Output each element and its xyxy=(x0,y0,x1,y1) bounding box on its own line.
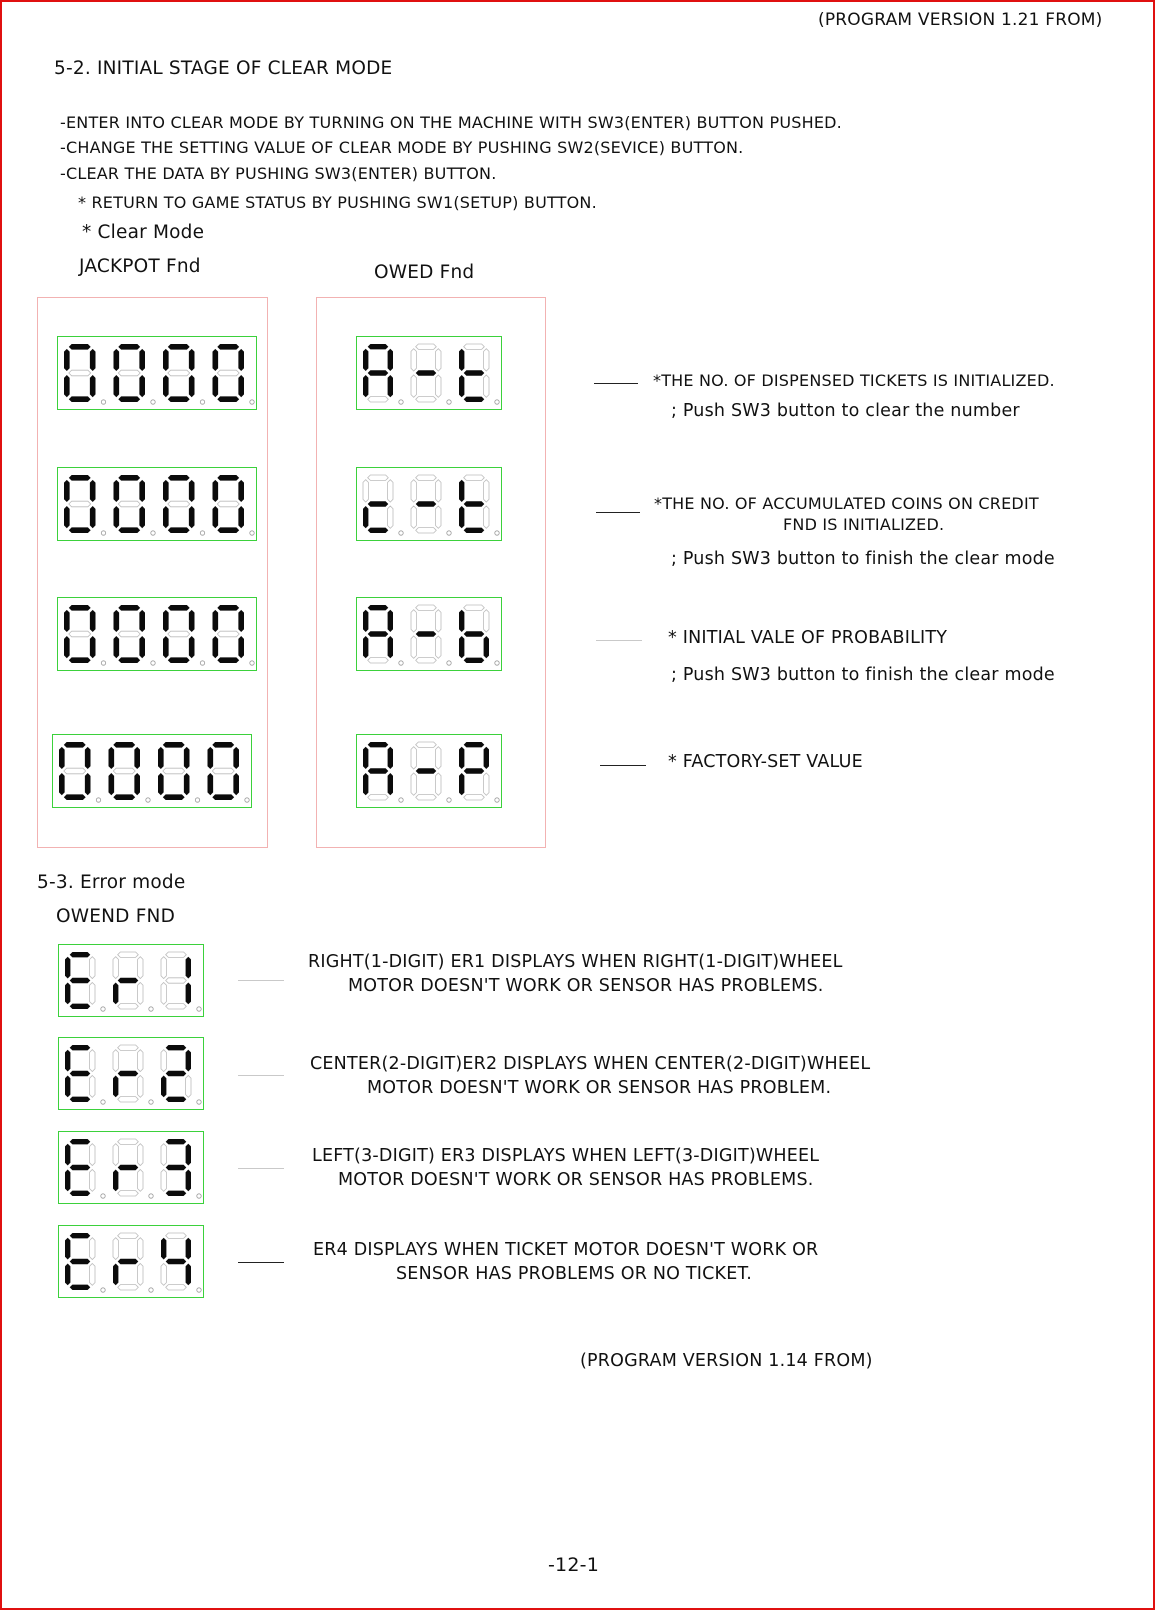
note-initial-probability-hint: ; Push SW3 button to finish the clear mode xyxy=(671,665,1055,685)
owed-display-c-t xyxy=(356,467,502,541)
seven-segment-graphic xyxy=(357,735,501,807)
instruction-return: * RETURN TO GAME STATUS BY PUSHING SW1(SETUP) BUTTON. xyxy=(78,193,597,212)
digit-2 xyxy=(109,742,151,802)
digit-1 xyxy=(65,1139,105,1198)
digit-3 xyxy=(459,742,499,802)
note-accumulated-coins-hint: ; Push SW3 button to finish the clear mode xyxy=(671,549,1055,569)
program-version-bottom: (PROGRAM VERSION 1.14 FROM) xyxy=(580,1351,873,1371)
digit-3 xyxy=(161,1233,201,1292)
error-mode-heading: 5-3. Error mode xyxy=(37,872,186,893)
digit-4 xyxy=(213,475,255,535)
error-note-er2-cont: MOTOR DOESN'T WORK OR SENSOR HAS PROBLEM. xyxy=(367,1078,832,1098)
error-display-er4 xyxy=(58,1225,204,1298)
error-note-er3: LEFT(3-DIGIT) ER3 DISPLAYS WHEN LEFT(3-DIGIT)WHEEL xyxy=(312,1146,820,1166)
error-display-er2 xyxy=(58,1037,204,1110)
error-leader-2 xyxy=(238,1075,284,1076)
error-display-er1 xyxy=(58,944,204,1017)
digit-2 xyxy=(113,952,153,1011)
instruction-clear: -CLEAR THE DATA BY PUSHING SW3(ENTER) BUTTON. xyxy=(60,164,497,183)
jackpot-fnd-label: JACKPOT Fnd xyxy=(79,256,201,277)
leader-line-2 xyxy=(596,512,640,513)
digit-1 xyxy=(65,1045,105,1104)
seven-segment-graphic xyxy=(58,598,256,670)
owend-fnd-label: OWEND FND xyxy=(56,906,176,927)
note-dispensed-tickets: *THE NO. OF DISPENSED TICKETS IS INITIALIZED. xyxy=(653,371,1055,390)
seven-segment-graphic xyxy=(59,1226,203,1297)
error-note-er3-cont: MOTOR DOESN'T WORK OR SENSOR HAS PROBLEMS. xyxy=(338,1170,814,1190)
instruction-change: -CHANGE THE SETTING VALUE OF CLEAR MODE BY PUSHING SW2(SEVICE) BUTTON. xyxy=(60,138,744,157)
jackpot-display-3 xyxy=(57,597,257,671)
leader-line-1 xyxy=(594,383,638,384)
leader-line-4 xyxy=(600,765,646,766)
owed-fnd-label: OWED Fnd xyxy=(374,262,475,283)
note-initial-probability: * INITIAL VALE OF PROBABILITY xyxy=(668,628,948,648)
instruction-enter: -ENTER INTO CLEAR MODE BY TURNING ON THE MACHINE WITH SW3(ENTER) BUTTON PUSHED. xyxy=(60,113,842,132)
digit-2 xyxy=(411,475,451,535)
digit-2 xyxy=(411,344,451,404)
page-number: -12-1 xyxy=(548,1554,599,1576)
digit-4 xyxy=(213,344,255,404)
clear-mode-heading: 5-2. INITIAL STAGE OF CLEAR MODE xyxy=(54,58,393,79)
seven-segment-graphic xyxy=(59,945,203,1016)
error-leader-4 xyxy=(238,1262,284,1263)
digit-4 xyxy=(208,742,250,802)
digit-3 xyxy=(163,475,205,535)
digit-3 xyxy=(459,475,499,535)
owed-display-a-b xyxy=(356,597,502,671)
error-leader-1 xyxy=(238,980,284,981)
owed-display-a-p xyxy=(356,734,502,808)
digit-3 xyxy=(459,605,499,665)
error-leader-3 xyxy=(238,1168,284,1169)
seven-segment-graphic xyxy=(53,735,251,807)
digit-1 xyxy=(65,1233,105,1292)
note-dispensed-tickets-hint: ; Push SW3 button to clear the number xyxy=(671,401,1020,421)
error-note-er2: CENTER(2-DIGIT)ER2 DISPLAYS WHEN CENTER(2-DIGIT)WHEEL xyxy=(310,1054,871,1074)
digit-3 xyxy=(161,952,201,1011)
program-version-top: (PROGRAM VERSION 1.21 FROM) xyxy=(818,10,1103,30)
seven-segment-graphic xyxy=(59,1038,203,1109)
error-note-er1-cont: MOTOR DOESN'T WORK OR SENSOR HAS PROBLEMS. xyxy=(348,976,824,996)
digit-1 xyxy=(363,605,403,665)
digit-3 xyxy=(158,742,200,802)
digit-2 xyxy=(114,475,156,535)
digit-1 xyxy=(64,344,106,404)
clear-mode-subtitle: * Clear Mode xyxy=(82,222,205,243)
digit-3 xyxy=(163,605,205,665)
digit-2 xyxy=(113,1139,153,1198)
owed-display-a-t xyxy=(356,336,502,410)
error-display-er3 xyxy=(58,1131,204,1204)
seven-segment-graphic xyxy=(357,468,501,540)
leader-line-3 xyxy=(596,640,642,641)
digit-2 xyxy=(113,1233,153,1292)
note-accumulated-coins-cont: FND IS INITIALIZED. xyxy=(783,515,945,534)
digit-1 xyxy=(363,344,403,404)
jackpot-display-4 xyxy=(52,734,252,808)
digit-2 xyxy=(411,605,451,665)
digit-1 xyxy=(65,952,105,1011)
seven-segment-graphic xyxy=(58,468,256,540)
note-accumulated-coins: *THE NO. OF ACCUMULATED COINS ON CREDIT xyxy=(654,494,1039,513)
digit-2 xyxy=(114,605,156,665)
seven-segment-graphic xyxy=(58,337,256,409)
note-factory-set: * FACTORY-SET VALUE xyxy=(668,752,863,772)
digit-3 xyxy=(459,344,499,404)
error-note-er1: RIGHT(1-DIGIT) ER1 DISPLAYS WHEN RIGHT(1-DIGIT)WHEEL xyxy=(308,952,843,972)
jackpot-display-1 xyxy=(57,336,257,410)
digit-1 xyxy=(59,742,101,802)
seven-segment-graphic xyxy=(59,1132,203,1203)
seven-segment-graphic xyxy=(357,337,501,409)
jackpot-display-2 xyxy=(57,467,257,541)
digit-1 xyxy=(363,742,403,802)
error-note-er4-cont: SENSOR HAS PROBLEMS OR NO TICKET. xyxy=(396,1264,753,1284)
seven-segment-graphic xyxy=(357,598,501,670)
digit-3 xyxy=(163,344,205,404)
digit-2 xyxy=(113,1045,153,1104)
digit-1 xyxy=(64,605,106,665)
digit-4 xyxy=(213,605,255,665)
digit-3 xyxy=(161,1139,201,1198)
digit-3 xyxy=(161,1045,201,1104)
error-note-er4: ER4 DISPLAYS WHEN TICKET MOTOR DOESN'T WORK OR xyxy=(313,1240,819,1260)
digit-1 xyxy=(64,475,106,535)
digit-1 xyxy=(363,475,403,535)
digit-2 xyxy=(411,742,451,802)
digit-2 xyxy=(114,344,156,404)
